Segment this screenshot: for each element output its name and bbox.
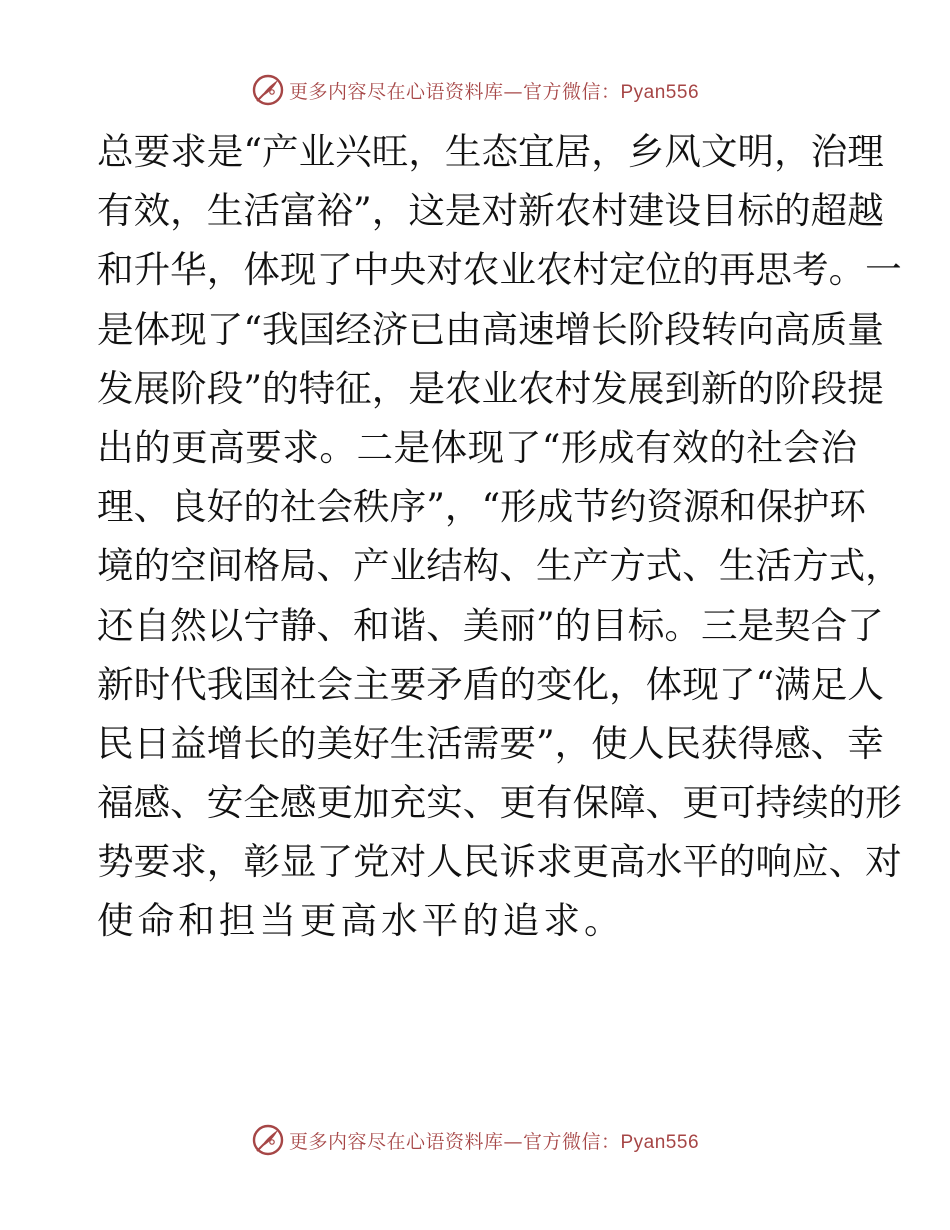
- text-line: 势要求，彰显了党对人民诉求更高水平的响应、对: [97, 840, 902, 884]
- header-banner-text: 更多内容尽在心语资料库—官方微信：Pyan556: [288, 80, 700, 103]
- quill-pen-logo-icon: [251, 73, 285, 107]
- text-line: 是体现了“我国经济已由高速增长阶段转向高质量: [97, 307, 884, 351]
- footer-wechat-id: Pyan556: [620, 1131, 700, 1153]
- text-line: 总要求是“产业兴旺，生态宜居，乡风文明，治理: [97, 130, 884, 173]
- text-line: 还自然以宁静、和谐、美丽”的目标。三是契合了: [97, 603, 884, 647]
- text-line: 发展阶段”的特征，是农业农村发展到新的阶段提: [97, 366, 884, 410]
- text-line: 境的空间格局、产业结构、生产方式、生活方式，: [97, 544, 902, 588]
- text-line: 新时代我国社会主要矛盾的变化，体现了“满足人: [97, 662, 884, 706]
- document-body: [97, 122, 902, 951]
- header-banner: [0, 70, 950, 110]
- text-line: 有效，生活富裕”，这是对新农村建设目标的超越: [97, 189, 884, 233]
- footer-banner-text: 更多内容尽在心语资料库—官方微信：Pyan556: [288, 1130, 700, 1153]
- quill-pen-logo-icon: [251, 1123, 285, 1157]
- header-wechat-id: Pyan556: [620, 81, 700, 103]
- text-line: 和升华，体现了中央对农业农村定位的再思考。一: [97, 248, 902, 292]
- text-line: 理、良好的社会秩序”，“形成节约资源和保护环: [97, 485, 866, 529]
- text-line: 福感、安全感更加充实、更有保障、更可持续的形: [97, 781, 902, 825]
- text-line: 出的更高要求。二是体现了“形成有效的社会治: [97, 425, 857, 469]
- text-line: 民日益增长的美好生活需要”，使人民获得感、幸: [97, 721, 884, 765]
- text-line: 使命和担当更高水平的追求。: [97, 899, 625, 943]
- footer-banner: [0, 1120, 950, 1160]
